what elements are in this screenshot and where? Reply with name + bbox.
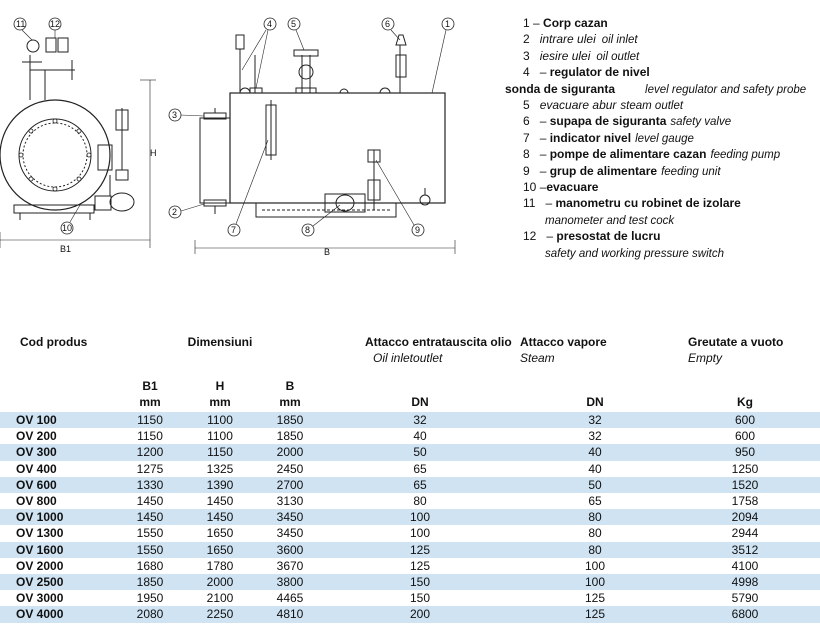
legend-number: 1 bbox=[523, 16, 530, 30]
subheader-kg: Kg bbox=[670, 376, 820, 412]
cell-kg: 5790 bbox=[670, 590, 820, 606]
cell-b: 3130 bbox=[260, 493, 320, 509]
table-row bbox=[0, 477, 820, 493]
table-row bbox=[0, 542, 820, 558]
legend-label-ro: sonda de siguranta bbox=[505, 81, 616, 96]
legend-label-ro: pompe de alimentare cazan bbox=[549, 147, 707, 162]
cell-h: 1650 bbox=[180, 525, 260, 541]
cell-oil: 125 bbox=[320, 542, 520, 558]
legend-item bbox=[505, 32, 820, 48]
cell-b1: 1550 bbox=[120, 542, 180, 558]
callout-5: 5 bbox=[291, 19, 297, 29]
cell-b1: 1450 bbox=[120, 493, 180, 509]
legend-separator: – bbox=[536, 229, 557, 244]
legend-label-ro: grup de alimentare bbox=[549, 163, 658, 178]
cell-h: 1780 bbox=[180, 558, 260, 574]
cell-code: OV 3000 bbox=[0, 590, 120, 606]
cell-oil: 65 bbox=[320, 477, 520, 493]
callout-1: 1 bbox=[445, 19, 451, 29]
cell-kg: 1250 bbox=[670, 461, 820, 477]
callout-9: 9 bbox=[415, 225, 421, 235]
cell-kg: 1520 bbox=[670, 477, 820, 493]
legend-separator: – bbox=[529, 163, 550, 178]
legend-separator: – bbox=[529, 114, 550, 129]
cell-steam: 100 bbox=[520, 558, 670, 574]
subheader-b: B mm bbox=[260, 376, 320, 412]
legend-item bbox=[505, 164, 820, 180]
col-header-weight: Greutate a vuoto Empty bbox=[670, 326, 820, 376]
cell-steam: 125 bbox=[520, 590, 670, 606]
cell-code: OV 200 bbox=[0, 428, 120, 444]
side-view bbox=[169, 18, 455, 257]
legend-number: 3 bbox=[523, 48, 530, 63]
cell-oil: 50 bbox=[320, 444, 520, 460]
cell-kg: 4998 bbox=[670, 574, 820, 590]
legend-separator: – bbox=[529, 65, 550, 80]
table-row bbox=[0, 590, 820, 606]
cell-oil: 100 bbox=[320, 525, 520, 541]
cell-h: 1650 bbox=[180, 542, 260, 558]
table-row bbox=[0, 461, 820, 477]
legend-item bbox=[505, 213, 820, 229]
cell-code: OV 600 bbox=[0, 477, 120, 493]
col-header-dimensions: Dimensiuni bbox=[120, 326, 320, 376]
cell-b1: 1450 bbox=[120, 509, 180, 525]
cell-h: 1390 bbox=[180, 477, 260, 493]
cell-oil: 150 bbox=[320, 590, 520, 606]
legend-label-ro: manometru cu robinet de izolare bbox=[555, 196, 741, 211]
callout-12: 12 bbox=[50, 19, 61, 29]
cell-steam: 100 bbox=[520, 574, 670, 590]
callout-3: 3 bbox=[172, 110, 178, 120]
cell-b: 3450 bbox=[260, 525, 320, 541]
legend-number: 6 bbox=[523, 114, 530, 129]
legend-label-en: oil outlet bbox=[596, 50, 640, 63]
callout-7: 7 bbox=[231, 225, 237, 235]
cell-b1: 1550 bbox=[120, 525, 180, 541]
cell-oil: 80 bbox=[320, 493, 520, 509]
cell-oil: 32 bbox=[320, 412, 520, 428]
legend-label-en: safety and working pressure switch bbox=[545, 247, 724, 260]
legend-separator: – bbox=[529, 130, 550, 145]
cell-b1: 1150 bbox=[120, 412, 180, 428]
boiler-technical-drawing bbox=[0, 0, 500, 260]
subheader-oil-dn: DN bbox=[320, 376, 520, 412]
legend-label-ro: intrare ulei bbox=[539, 32, 596, 47]
cell-oil: 65 bbox=[320, 461, 520, 477]
legend-number: 2 bbox=[523, 32, 530, 47]
legend-number: 11 bbox=[523, 196, 536, 211]
cell-steam: 32 bbox=[520, 428, 670, 444]
dim-label-b: B bbox=[324, 247, 331, 257]
table-row bbox=[0, 558, 820, 574]
legend-separator: – bbox=[535, 196, 556, 211]
legend-item bbox=[505, 180, 820, 196]
legend-item bbox=[505, 82, 820, 98]
cell-code: OV 4000 bbox=[0, 606, 120, 622]
legend-label-ro: evacuare bbox=[546, 180, 599, 195]
legend-item bbox=[505, 16, 820, 32]
cell-b: 4465 bbox=[260, 590, 320, 606]
table-row bbox=[0, 412, 820, 428]
table-row bbox=[0, 525, 820, 541]
cell-b: 2700 bbox=[260, 477, 320, 493]
table-row bbox=[0, 428, 820, 444]
cell-steam: 80 bbox=[520, 525, 670, 541]
subheader-steam-dn: DN bbox=[520, 376, 670, 412]
legend-number: 4 bbox=[523, 65, 530, 80]
cell-kg: 950 bbox=[670, 444, 820, 460]
cell-steam: 125 bbox=[520, 606, 670, 622]
legend-item bbox=[505, 147, 820, 163]
cell-b: 3800 bbox=[260, 574, 320, 590]
callout-10: 10 bbox=[62, 223, 73, 233]
legend-label-ro: evacuare abur bbox=[539, 98, 617, 113]
cell-steam: 40 bbox=[520, 461, 670, 477]
cell-kg: 2944 bbox=[670, 525, 820, 541]
table-row bbox=[0, 574, 820, 590]
cell-b: 3670 bbox=[260, 558, 320, 574]
table-row bbox=[0, 509, 820, 525]
legend-item bbox=[505, 114, 820, 130]
legend-label-en: oil inlet bbox=[601, 34, 638, 47]
legend-item bbox=[505, 65, 820, 81]
col-header-code: Cod produs bbox=[0, 326, 120, 376]
dim-label-b1: B1 bbox=[60, 244, 72, 254]
legend-label-en: level gauge bbox=[635, 132, 694, 145]
cell-b1: 2080 bbox=[120, 606, 180, 622]
subheader-h: H mm bbox=[180, 376, 260, 412]
dim-label-h: H bbox=[150, 148, 157, 158]
legend-label-ro: presostat de lucru bbox=[556, 229, 661, 244]
legend-label-en: safety valve bbox=[670, 116, 732, 129]
callout-6: 6 bbox=[385, 19, 391, 29]
legend-label-en: steam outlet bbox=[620, 100, 684, 113]
cell-code: OV 800 bbox=[0, 493, 120, 509]
cell-b: 3600 bbox=[260, 542, 320, 558]
legend-number: 10 bbox=[523, 180, 537, 195]
legend-number: 9 bbox=[523, 163, 530, 178]
legend-number: 5 bbox=[523, 98, 530, 113]
legend-separator bbox=[530, 98, 540, 112]
table-row bbox=[0, 606, 820, 622]
cell-b: 3450 bbox=[260, 509, 320, 525]
cell-steam: 40 bbox=[520, 444, 670, 460]
legend-label-ro: iesire ulei bbox=[539, 48, 591, 63]
col-header-oil: Attacco entratauscita olio Oil inletoutlet bbox=[320, 326, 520, 376]
cell-code: OV 1000 bbox=[0, 509, 120, 525]
legend-item bbox=[505, 49, 820, 65]
legend-label-en: manometer and test cock bbox=[545, 214, 675, 227]
cell-h: 1450 bbox=[180, 509, 260, 525]
col-header-steam: Attacco vapore Steam bbox=[520, 326, 670, 376]
cell-b: 2450 bbox=[260, 461, 320, 477]
cell-kg: 3512 bbox=[670, 542, 820, 558]
cell-kg: 4100 bbox=[670, 558, 820, 574]
subheader-b1: B1 mm bbox=[120, 376, 180, 412]
legend-item bbox=[505, 196, 820, 212]
cell-steam: 32 bbox=[520, 412, 670, 428]
cell-kg: 600 bbox=[670, 428, 820, 444]
cell-code: OV 1300 bbox=[0, 525, 120, 541]
callout-11: 11 bbox=[16, 19, 26, 29]
specs-table bbox=[0, 326, 820, 623]
legend-label-ro: indicator nivel bbox=[549, 130, 632, 145]
cell-b1: 1850 bbox=[120, 574, 180, 590]
cell-code: OV 100 bbox=[0, 412, 120, 428]
legend-number: 12 bbox=[523, 229, 537, 244]
legend-separator: – bbox=[529, 16, 544, 30]
cell-h: 2250 bbox=[180, 606, 260, 622]
legend-separator bbox=[530, 32, 540, 46]
cell-code: OV 2000 bbox=[0, 558, 120, 574]
cell-steam: 80 bbox=[520, 542, 670, 558]
cell-code: OV 2500 bbox=[0, 574, 120, 590]
cell-steam: 80 bbox=[520, 509, 670, 525]
legend-label-en: level regulator and safety probe bbox=[645, 83, 807, 96]
cell-b1: 1150 bbox=[120, 428, 180, 444]
legend-item bbox=[505, 98, 820, 114]
cell-h: 2100 bbox=[180, 590, 260, 606]
legend-separator: – bbox=[536, 180, 547, 195]
legend-number: 7 bbox=[523, 130, 530, 145]
legend-label-ro: Corp cazan bbox=[543, 16, 608, 30]
specs-table-body bbox=[0, 412, 820, 623]
cell-b: 4810 bbox=[260, 606, 320, 622]
cell-steam: 50 bbox=[520, 477, 670, 493]
legend-label-en: feeding unit bbox=[661, 165, 721, 178]
cell-h: 1150 bbox=[180, 444, 260, 460]
cell-steam: 65 bbox=[520, 493, 670, 509]
callout-2: 2 bbox=[172, 207, 178, 217]
cell-b: 1850 bbox=[260, 412, 320, 428]
cell-b1: 1330 bbox=[120, 477, 180, 493]
legend-item bbox=[505, 131, 820, 147]
cell-oil: 150 bbox=[320, 574, 520, 590]
legend-number: 8 bbox=[523, 147, 530, 162]
legend-label-ro: supapa de siguranta bbox=[549, 114, 667, 129]
callout-4: 4 bbox=[267, 19, 273, 29]
legend-item bbox=[505, 229, 820, 245]
table-row bbox=[0, 444, 820, 460]
cell-h: 2000 bbox=[180, 574, 260, 590]
cell-code: OV 300 bbox=[0, 444, 120, 460]
cell-b1: 1275 bbox=[120, 461, 180, 477]
cell-b1: 1950 bbox=[120, 590, 180, 606]
cell-b: 2000 bbox=[260, 444, 320, 460]
cell-oil: 40 bbox=[320, 428, 520, 444]
components-legend bbox=[505, 16, 820, 262]
front-view bbox=[0, 18, 157, 254]
cell-h: 1450 bbox=[180, 493, 260, 509]
cell-b: 1850 bbox=[260, 428, 320, 444]
cell-code: OV 400 bbox=[0, 461, 120, 477]
cell-h: 1100 bbox=[180, 428, 260, 444]
cell-oil: 200 bbox=[320, 606, 520, 622]
cell-b1: 1680 bbox=[120, 558, 180, 574]
legend-label-en: feeding pump bbox=[710, 149, 781, 162]
cell-kg: 6800 bbox=[670, 606, 820, 622]
cell-b1: 1200 bbox=[120, 444, 180, 460]
table-row bbox=[0, 493, 820, 509]
legend-separator bbox=[530, 49, 540, 63]
cell-oil: 100 bbox=[320, 509, 520, 525]
cell-code: OV 1600 bbox=[0, 542, 120, 558]
cell-h: 1100 bbox=[180, 412, 260, 428]
legend-label-ro: regulator de nivel bbox=[549, 65, 650, 80]
specs-table-wrap bbox=[0, 326, 820, 623]
cell-kg: 1758 bbox=[670, 493, 820, 509]
legend-separator: – bbox=[529, 147, 550, 162]
callout-8: 8 bbox=[305, 225, 311, 235]
legend-item bbox=[505, 246, 820, 262]
cell-h: 1325 bbox=[180, 461, 260, 477]
cell-oil: 125 bbox=[320, 558, 520, 574]
cell-kg: 600 bbox=[670, 412, 820, 428]
cell-kg: 2094 bbox=[670, 509, 820, 525]
